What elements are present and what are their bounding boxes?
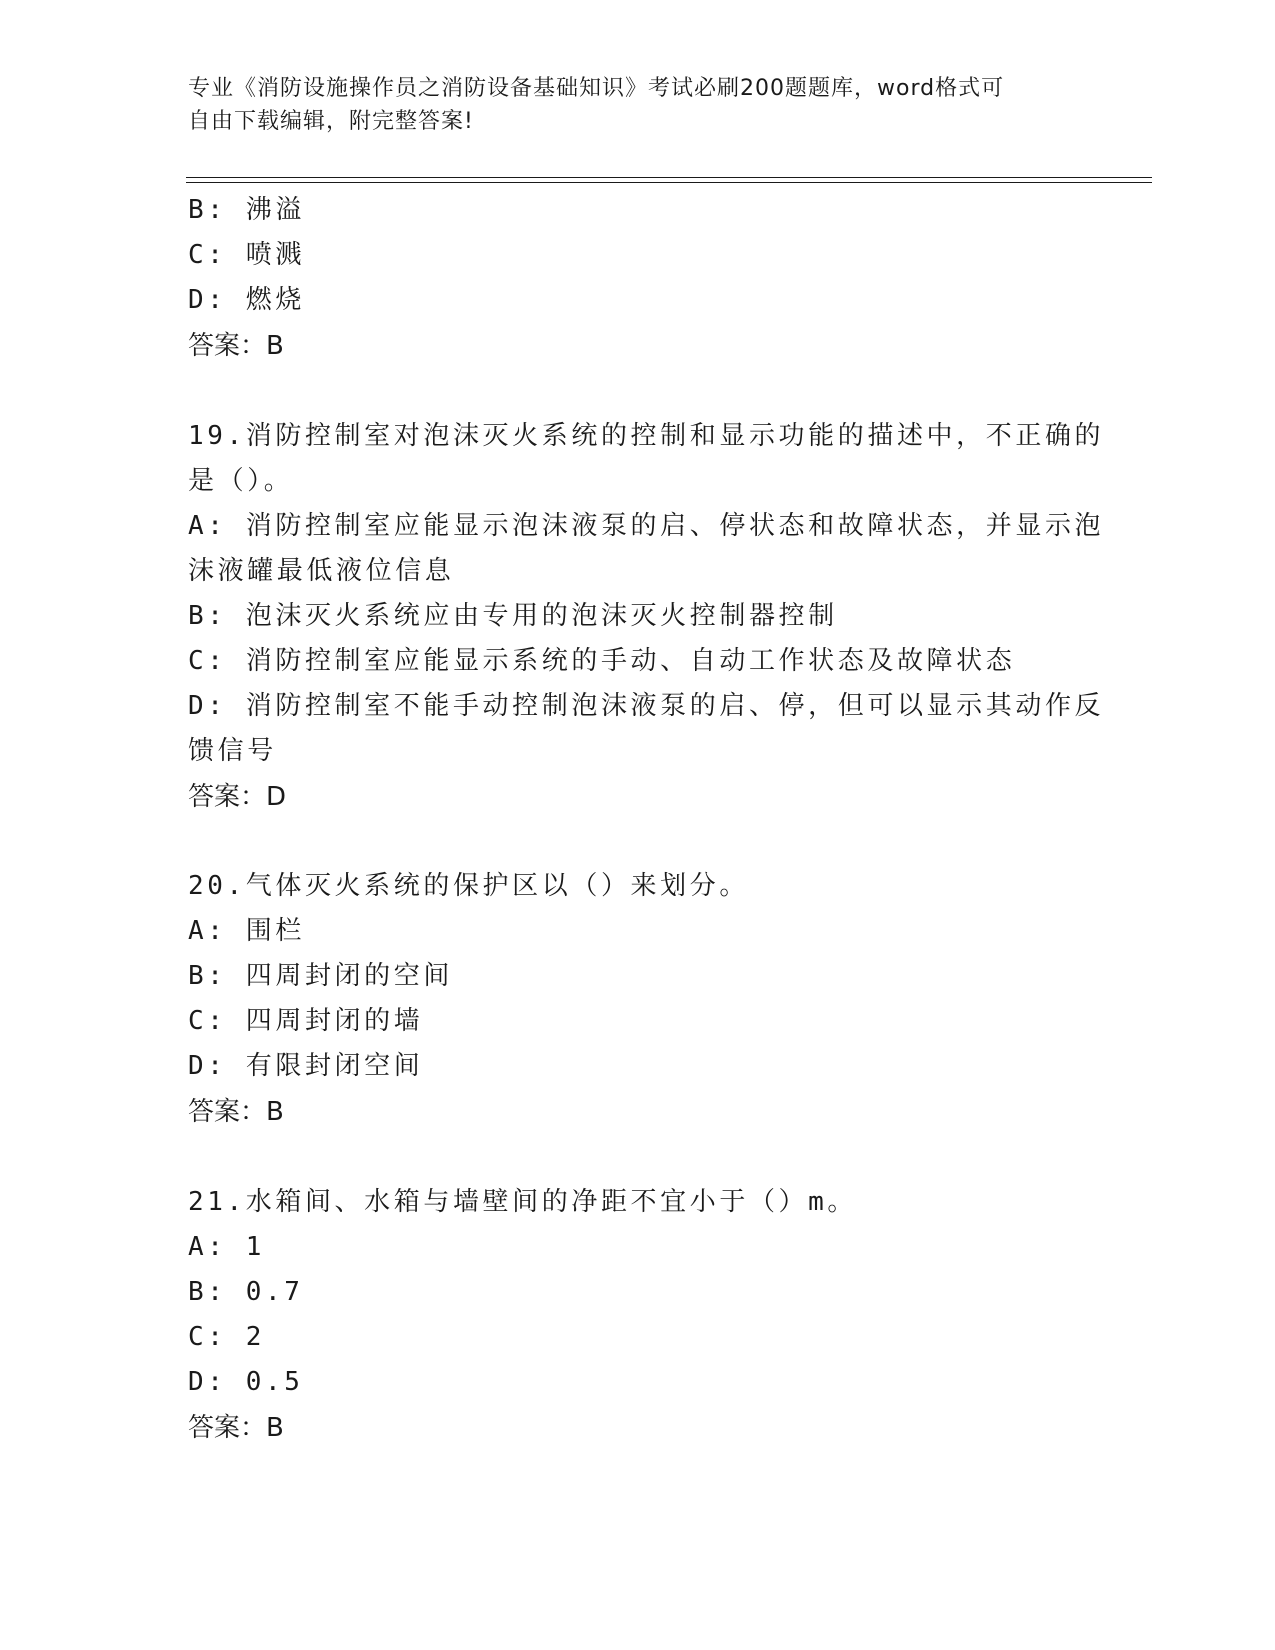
q19-option-c: C: 消防控制室应能显示系统的手动、自动工作状态及故障状态 bbox=[188, 646, 1016, 676]
q19-question-line-1: 19.消防控制室对泡沫灭火系统的控制和显示功能的描述中，不正确的 bbox=[188, 421, 1105, 451]
q20-option-a: A: 围栏 bbox=[188, 916, 305, 946]
q20-option-c: C: 四周封闭的墙 bbox=[188, 1006, 424, 1036]
q19-option-d-line-1: D: 消防控制室不能手动控制泡沫液泵的启、停，但可以显示其动作反 bbox=[188, 691, 1105, 721]
q19-option-b: B: 泡沫灭火系统应由专用的泡沫灭火控制器控制 bbox=[188, 601, 838, 631]
q20-option-d: D: 有限封闭空间 bbox=[188, 1051, 424, 1081]
q19-answer: 答案：D bbox=[188, 782, 287, 812]
header-line-1: 专业《消防设施操作员之消防设备基础知识》考试必刷200题题库，word格式可 bbox=[188, 76, 1005, 101]
q19-question-line-2: 是（）。 bbox=[188, 466, 294, 496]
q21-option-c: C: 2 bbox=[188, 1322, 266, 1352]
q18-option-d: D: 燃烧 bbox=[188, 285, 305, 315]
q20-answer: 答案：B bbox=[188, 1097, 284, 1127]
header-line-2: 自由下载编辑，附完整答案! bbox=[188, 109, 474, 134]
q20-option-b: B: 四周封闭的空间 bbox=[188, 961, 453, 991]
q20-question: 20.气体灭火系统的保护区以（）来划分。 bbox=[188, 871, 749, 901]
q19-option-d-line-2: 馈信号 bbox=[188, 736, 277, 766]
header-divider-bottom bbox=[186, 182, 1152, 183]
q18-answer: 答案：B bbox=[188, 331, 284, 361]
q18-option-b: B: 沸溢 bbox=[188, 195, 305, 225]
q19-option-a-line-1: A: 消防控制室应能显示泡沫液泵的启、停状态和故障状态，并显示泡 bbox=[188, 511, 1105, 541]
header-divider-top bbox=[186, 177, 1152, 178]
q21-option-d: D: 0.5 bbox=[188, 1367, 304, 1397]
q21-answer: 答案：B bbox=[188, 1413, 284, 1443]
q21-option-a: A: 1 bbox=[188, 1232, 266, 1262]
q21-option-b: B: 0.7 bbox=[188, 1277, 304, 1307]
q21-question: 21.水箱间、水箱与墙壁间的净距不宜小于（）m。 bbox=[188, 1187, 858, 1217]
document-header bbox=[188, 72, 1088, 138]
q19-option-a-line-2: 沫液罐最低液位信息 bbox=[188, 556, 455, 586]
q18-option-c: C: 喷溅 bbox=[188, 240, 305, 270]
